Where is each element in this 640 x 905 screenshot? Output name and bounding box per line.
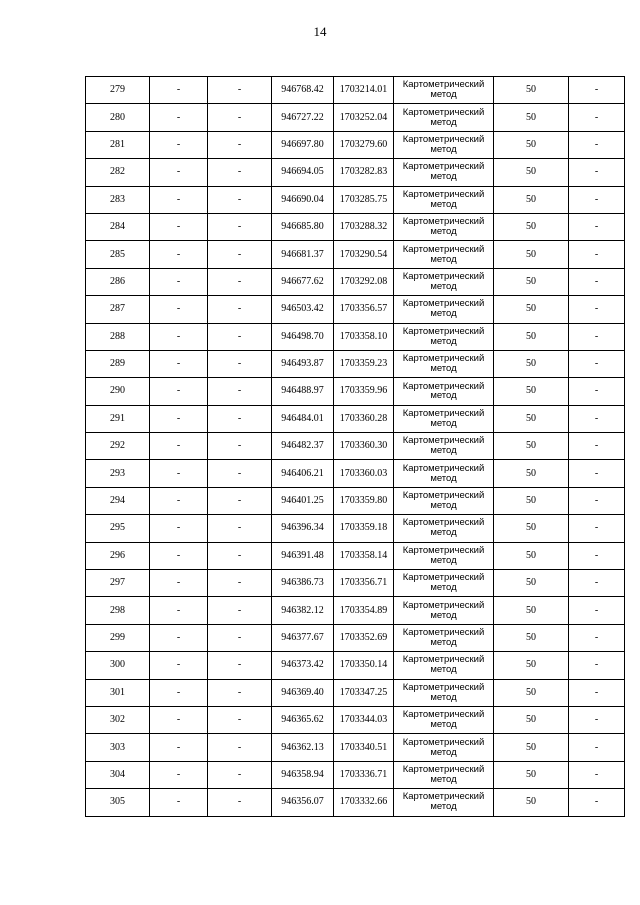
coord-x-cell: 946377.67 (272, 624, 334, 651)
table-row (86, 241, 625, 268)
empty-cell-1: - (150, 652, 208, 679)
table-row (86, 515, 625, 542)
coord-x-cell: 946685.80 (272, 213, 334, 240)
accuracy-cell: 50 (494, 734, 569, 761)
accuracy-cell: 50 (494, 104, 569, 131)
table-row (86, 213, 625, 240)
point-number-cell: 279 (86, 77, 150, 104)
coord-x-cell: 946362.13 (272, 734, 334, 761)
point-number-cell: 305 (86, 789, 150, 816)
coord-y-cell: 1703352.69 (334, 624, 394, 651)
method-cell: Картометрический метод (394, 734, 494, 761)
point-number-cell: 291 (86, 405, 150, 432)
empty-cell-2: - (208, 241, 272, 268)
table-row (86, 378, 625, 405)
coord-x-cell: 946694.05 (272, 159, 334, 186)
coord-x-cell: 946373.42 (272, 652, 334, 679)
coordinates-table (85, 76, 625, 817)
empty-cell-1: - (150, 542, 208, 569)
empty-cell-1: - (150, 624, 208, 651)
method-cell: Картометрический метод (394, 405, 494, 432)
point-number-cell: 303 (86, 734, 150, 761)
coord-y-cell: 1703344.03 (334, 706, 394, 733)
empty-cell-last: - (569, 186, 625, 213)
method-cell: Картометрический метод (394, 131, 494, 158)
empty-cell-2: - (208, 624, 272, 651)
method-cell: Картометрический метод (394, 433, 494, 460)
empty-cell-last: - (569, 131, 625, 158)
empty-cell-last: - (569, 624, 625, 651)
empty-cell-last: - (569, 706, 625, 733)
empty-cell-2: - (208, 570, 272, 597)
coord-y-cell: 1703356.57 (334, 296, 394, 323)
coord-x-cell: 946391.48 (272, 542, 334, 569)
point-number-cell: 300 (86, 652, 150, 679)
empty-cell-1: - (150, 487, 208, 514)
method-cell: Картометрический метод (394, 761, 494, 788)
accuracy-cell: 50 (494, 186, 569, 213)
empty-cell-2: - (208, 268, 272, 295)
empty-cell-2: - (208, 487, 272, 514)
accuracy-cell: 50 (494, 241, 569, 268)
coord-x-cell: 946358.94 (272, 761, 334, 788)
coord-x-cell: 946677.62 (272, 268, 334, 295)
coord-y-cell: 1703350.14 (334, 652, 394, 679)
empty-cell-1: - (150, 460, 208, 487)
empty-cell-last: - (569, 350, 625, 377)
coord-x-cell: 946488.97 (272, 378, 334, 405)
method-cell: Картометрический метод (394, 789, 494, 816)
empty-cell-2: - (208, 789, 272, 816)
empty-cell-last: - (569, 652, 625, 679)
accuracy-cell: 50 (494, 131, 569, 158)
empty-cell-1: - (150, 323, 208, 350)
empty-cell-2: - (208, 433, 272, 460)
method-cell: Картометрический метод (394, 652, 494, 679)
coord-x-cell: 946482.37 (272, 433, 334, 460)
empty-cell-last: - (569, 405, 625, 432)
point-number-cell: 301 (86, 679, 150, 706)
empty-cell-1: - (150, 706, 208, 733)
point-number-cell: 289 (86, 350, 150, 377)
coord-x-cell: 946503.42 (272, 296, 334, 323)
empty-cell-1: - (150, 515, 208, 542)
table-row (86, 131, 625, 158)
accuracy-cell: 50 (494, 789, 569, 816)
empty-cell-last: - (569, 433, 625, 460)
empty-cell-2: - (208, 652, 272, 679)
method-cell: Картометрический метод (394, 241, 494, 268)
empty-cell-1: - (150, 761, 208, 788)
coord-x-cell: 946382.12 (272, 597, 334, 624)
coord-x-cell: 946484.01 (272, 405, 334, 432)
empty-cell-last: - (569, 378, 625, 405)
accuracy-cell: 50 (494, 433, 569, 460)
point-number-cell: 296 (86, 542, 150, 569)
empty-cell-last: - (569, 159, 625, 186)
coord-y-cell: 1703354.89 (334, 597, 394, 624)
empty-cell-2: - (208, 213, 272, 240)
empty-cell-2: - (208, 405, 272, 432)
method-cell: Картометрический метод (394, 460, 494, 487)
point-number-cell: 298 (86, 597, 150, 624)
coord-x-cell: 946727.22 (272, 104, 334, 131)
point-number-cell: 304 (86, 761, 150, 788)
table-row (86, 789, 625, 816)
coord-y-cell: 1703332.66 (334, 789, 394, 816)
empty-cell-last: - (569, 761, 625, 788)
coord-x-cell: 946401.25 (272, 487, 334, 514)
point-number-cell: 299 (86, 624, 150, 651)
empty-cell-2: - (208, 761, 272, 788)
empty-cell-2: - (208, 104, 272, 131)
accuracy-cell: 50 (494, 159, 569, 186)
table-body (86, 77, 625, 817)
accuracy-cell: 50 (494, 460, 569, 487)
coord-x-cell: 946386.73 (272, 570, 334, 597)
coord-y-cell: 1703360.30 (334, 433, 394, 460)
table-row (86, 624, 625, 651)
accuracy-cell: 50 (494, 378, 569, 405)
coord-y-cell: 1703279.60 (334, 131, 394, 158)
coord-x-cell: 946406.21 (272, 460, 334, 487)
empty-cell-1: - (150, 679, 208, 706)
point-number-cell: 293 (86, 460, 150, 487)
accuracy-cell: 50 (494, 624, 569, 651)
empty-cell-1: - (150, 405, 208, 432)
table-row (86, 570, 625, 597)
accuracy-cell: 50 (494, 679, 569, 706)
table-row (86, 460, 625, 487)
table-row (86, 159, 625, 186)
empty-cell-2: - (208, 186, 272, 213)
accuracy-cell: 50 (494, 570, 569, 597)
empty-cell-last: - (569, 213, 625, 240)
empty-cell-2: - (208, 350, 272, 377)
empty-cell-1: - (150, 186, 208, 213)
empty-cell-2: - (208, 460, 272, 487)
coord-y-cell: 1703358.10 (334, 323, 394, 350)
table-row (86, 268, 625, 295)
empty-cell-2: - (208, 159, 272, 186)
method-cell: Картометрический метод (394, 515, 494, 542)
empty-cell-2: - (208, 77, 272, 104)
method-cell: Картометрический метод (394, 350, 494, 377)
accuracy-cell: 50 (494, 268, 569, 295)
coord-x-cell: 946690.04 (272, 186, 334, 213)
table-row (86, 679, 625, 706)
table-row (86, 761, 625, 788)
empty-cell-1: - (150, 350, 208, 377)
method-cell: Картометрический метод (394, 706, 494, 733)
method-cell: Картометрический метод (394, 296, 494, 323)
coord-y-cell: 1703360.28 (334, 405, 394, 432)
point-number-cell: 294 (86, 487, 150, 514)
accuracy-cell: 50 (494, 515, 569, 542)
point-number-cell: 280 (86, 104, 150, 131)
coord-y-cell: 1703356.71 (334, 570, 394, 597)
accuracy-cell: 50 (494, 542, 569, 569)
coord-x-cell: 946493.87 (272, 350, 334, 377)
coord-y-cell: 1703285.75 (334, 186, 394, 213)
empty-cell-last: - (569, 241, 625, 268)
empty-cell-1: - (150, 734, 208, 761)
coord-x-cell: 946681.37 (272, 241, 334, 268)
page-number: 14 (313, 24, 327, 39)
coord-y-cell: 1703359.18 (334, 515, 394, 542)
coord-y-cell: 1703336.71 (334, 761, 394, 788)
accuracy-cell: 50 (494, 296, 569, 323)
coord-x-cell: 946365.62 (272, 706, 334, 733)
table-row (86, 405, 625, 432)
coord-x-cell: 946369.40 (272, 679, 334, 706)
coord-x-cell: 946697.80 (272, 131, 334, 158)
coord-y-cell: 1703359.23 (334, 350, 394, 377)
empty-cell-last: - (569, 570, 625, 597)
empty-cell-last: - (569, 104, 625, 131)
empty-cell-last: - (569, 679, 625, 706)
empty-cell-last: - (569, 460, 625, 487)
coord-y-cell: 1703288.32 (334, 213, 394, 240)
method-cell: Картометрический метод (394, 378, 494, 405)
point-number-cell: 283 (86, 186, 150, 213)
point-number-cell: 302 (86, 706, 150, 733)
point-number-cell: 281 (86, 131, 150, 158)
method-cell: Картометрический метод (394, 186, 494, 213)
coord-y-cell: 1703214.01 (334, 77, 394, 104)
coord-y-cell: 1703359.80 (334, 487, 394, 514)
empty-cell-1: - (150, 213, 208, 240)
empty-cell-last: - (569, 515, 625, 542)
coord-y-cell: 1703252.04 (334, 104, 394, 131)
empty-cell-1: - (150, 789, 208, 816)
empty-cell-1: - (150, 104, 208, 131)
method-cell: Картометрический метод (394, 487, 494, 514)
table-row (86, 296, 625, 323)
accuracy-cell: 50 (494, 350, 569, 377)
empty-cell-2: - (208, 323, 272, 350)
table-row (86, 77, 625, 104)
empty-cell-2: - (208, 378, 272, 405)
empty-cell-1: - (150, 241, 208, 268)
coord-x-cell: 946768.42 (272, 77, 334, 104)
point-number-cell: 287 (86, 296, 150, 323)
method-cell: Картометрический метод (394, 77, 494, 104)
empty-cell-2: - (208, 679, 272, 706)
empty-cell-last: - (569, 542, 625, 569)
empty-cell-1: - (150, 378, 208, 405)
point-number-cell: 295 (86, 515, 150, 542)
table-row (86, 597, 625, 624)
empty-cell-2: - (208, 131, 272, 158)
empty-cell-last: - (569, 323, 625, 350)
empty-cell-2: - (208, 515, 272, 542)
method-cell: Картометрический метод (394, 268, 494, 295)
accuracy-cell: 50 (494, 405, 569, 432)
empty-cell-last: - (569, 77, 625, 104)
table-row (86, 186, 625, 213)
empty-cell-1: - (150, 131, 208, 158)
coord-x-cell: 946498.70 (272, 323, 334, 350)
empty-cell-1: - (150, 433, 208, 460)
empty-cell-2: - (208, 597, 272, 624)
method-cell: Картометрический метод (394, 104, 494, 131)
table-row (86, 734, 625, 761)
empty-cell-2: - (208, 734, 272, 761)
table-row (86, 487, 625, 514)
method-cell: Картометрический метод (394, 570, 494, 597)
empty-cell-last: - (569, 597, 625, 624)
method-cell: Картометрический метод (394, 679, 494, 706)
empty-cell-last: - (569, 296, 625, 323)
coord-y-cell: 1703358.14 (334, 542, 394, 569)
empty-cell-last: - (569, 268, 625, 295)
accuracy-cell: 50 (494, 77, 569, 104)
accuracy-cell: 50 (494, 761, 569, 788)
coord-y-cell: 1703282.83 (334, 159, 394, 186)
accuracy-cell: 50 (494, 213, 569, 240)
coord-y-cell: 1703347.25 (334, 679, 394, 706)
method-cell: Картометрический метод (394, 597, 494, 624)
coord-y-cell: 1703360.03 (334, 460, 394, 487)
coord-x-cell: 946396.34 (272, 515, 334, 542)
empty-cell-1: - (150, 296, 208, 323)
table-row (86, 542, 625, 569)
coord-y-cell: 1703359.96 (334, 378, 394, 405)
point-number-cell: 282 (86, 159, 150, 186)
point-number-cell: 288 (86, 323, 150, 350)
empty-cell-last: - (569, 734, 625, 761)
empty-cell-2: - (208, 542, 272, 569)
table-row (86, 104, 625, 131)
point-number-cell: 290 (86, 378, 150, 405)
empty-cell-last: - (569, 487, 625, 514)
table-row (86, 433, 625, 460)
empty-cell-1: - (150, 159, 208, 186)
point-number-cell: 285 (86, 241, 150, 268)
table-row (86, 706, 625, 733)
accuracy-cell: 50 (494, 487, 569, 514)
coord-y-cell: 1703340.51 (334, 734, 394, 761)
empty-cell-2: - (208, 296, 272, 323)
point-number-cell: 297 (86, 570, 150, 597)
method-cell: Картометрический метод (394, 159, 494, 186)
point-number-cell: 284 (86, 213, 150, 240)
coord-x-cell: 946356.07 (272, 789, 334, 816)
table-row (86, 652, 625, 679)
method-cell: Картометрический метод (394, 323, 494, 350)
empty-cell-1: - (150, 268, 208, 295)
method-cell: Картометрический метод (394, 542, 494, 569)
table-row (86, 323, 625, 350)
method-cell: Картометрический метод (394, 624, 494, 651)
point-number-cell: 286 (86, 268, 150, 295)
empty-cell-last: - (569, 789, 625, 816)
empty-cell-1: - (150, 570, 208, 597)
empty-cell-2: - (208, 706, 272, 733)
method-cell: Картометрический метод (394, 213, 494, 240)
accuracy-cell: 50 (494, 597, 569, 624)
accuracy-cell: 50 (494, 323, 569, 350)
table-row (86, 350, 625, 377)
point-number-cell: 292 (86, 433, 150, 460)
empty-cell-1: - (150, 597, 208, 624)
coord-y-cell: 1703290.54 (334, 241, 394, 268)
accuracy-cell: 50 (494, 652, 569, 679)
empty-cell-1: - (150, 77, 208, 104)
coord-y-cell: 1703292.08 (334, 268, 394, 295)
accuracy-cell: 50 (494, 706, 569, 733)
